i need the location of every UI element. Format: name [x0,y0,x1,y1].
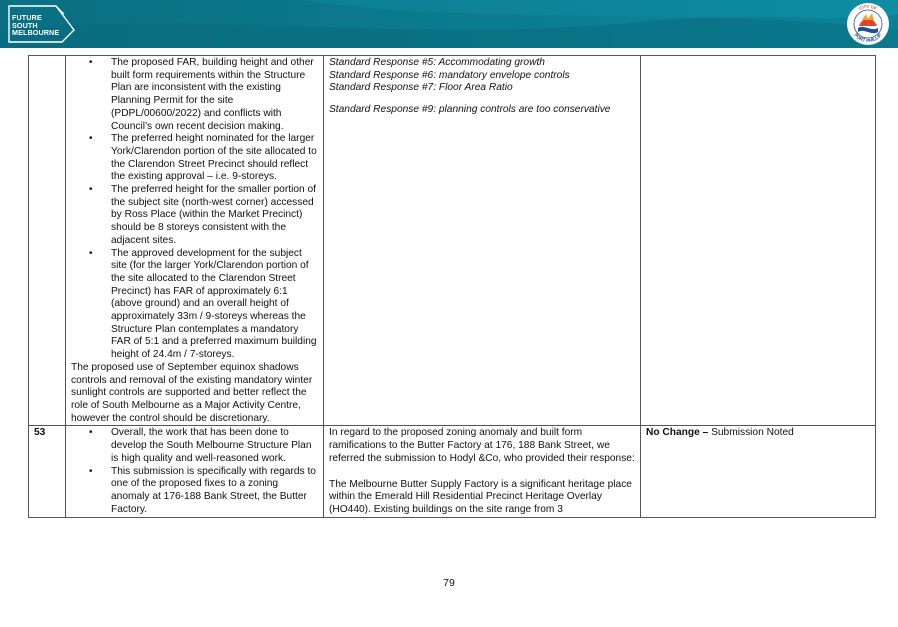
page-number: 79 [443,577,455,589]
officer-response-cell [324,426,641,517]
table-row [29,56,876,426]
list-item: • The approved development for the subject site (for the larger York/Clarendon portion of the site allocated to the Clarendon Street Precinct) has FAR of approximately 6:1 (above ground) and an overall height of approximately 33m / 9-storeys whereas the Structure Plan contemplates a mandatory FAR of 5:1 and a preferred maximum building height of 24.4m / 7-storeys. [111,248,318,362]
logo-left-text: FUTURE SOUTH MELBOURNE [12,13,60,38]
officer-response-cell [324,56,641,426]
submission-bullet-list [71,427,318,516]
submission-number-cell [29,56,66,426]
svg-text:CITY OF: CITY OF [858,3,878,11]
submission-bullet-list [71,57,318,362]
submissions-table [28,55,876,518]
header-wave-decoration [0,0,898,48]
list-item: • The proposed FAR, building height and other built form requirements within the Structure Plan are inconsistent with the existing Planning Permit for the site (PDPL/00600/2022) and conflicts with Council’s own recent decision making. [111,57,318,133]
list-item: • The preferred height nominated for the larger York/Clarendon portion of the site allocated to the Clarendon Street Precinct should reflect the existing approval – i.e. 9-storeys. [111,133,318,184]
list-item: • Overall, the work that has been done to develop the South Melbourne Structure Plan is high quality and well-reasoned work. [111,427,318,465]
page-header-band [0,0,898,48]
submission-summary-cell [66,426,324,517]
table-row [29,426,876,517]
submission-number-cell: 53 [29,426,66,517]
outcome-cell [641,56,876,426]
city-of-port-phillip-seal [846,2,890,46]
standard-response-ref: Standard Response #6: mandatory envelope controls [329,69,570,81]
svg-text:PORT PHILLIP: PORT PHILLIP [853,32,883,44]
response-paragraph: The Melbourne Butter Supply Factory is a significant heritage place within the Emerald Hill Residential Precinct Heritage Overlay (HO440). Existing buildings on the site range from 3 [329,478,632,515]
outcome-text: Submission Noted [708,427,794,439]
submission-summary-cell [66,56,324,426]
standard-response-ref: Standard Response #5: Accommodating growth [329,57,545,68]
standard-response-ref: Standard Response #9: planning controls are too conservative [329,104,611,116]
outcome-cell [641,426,876,517]
standard-response-ref: Standard Response #7: Floor Area Ratio [329,82,513,94]
list-item: • This submission is specifically with regards to one of the proposed fixes to a zoning anomaly at 176-188 Bank Street, the Butter Factory. [111,466,318,517]
list-item: • The preferred height for the smaller portion of the subject site (north-west corner) accessed by Ross Place (within the Market Precinct) should be 8 storeys consistent with the adjacent sites. [111,184,318,248]
future-south-melbourne-logo [6,4,82,44]
submission-trailing-paragraph: The proposed use of September equinox shadows controls and removal of the existing mandatory winter sunlight controls are supported and better reflect the role of South Melbourne as a Major Activity Centre, however the control should be discretionary. [71,361,313,424]
seal-lettering [846,2,890,46]
response-paragraph: In regard to the proposed zoning anomaly and built form ramifications to the Butter Factory at 176, 188 Bank Street, we referred the submission to Hodyl &Co, who provided their response: [329,427,635,464]
outcome-label: No Change – [646,427,709,439]
